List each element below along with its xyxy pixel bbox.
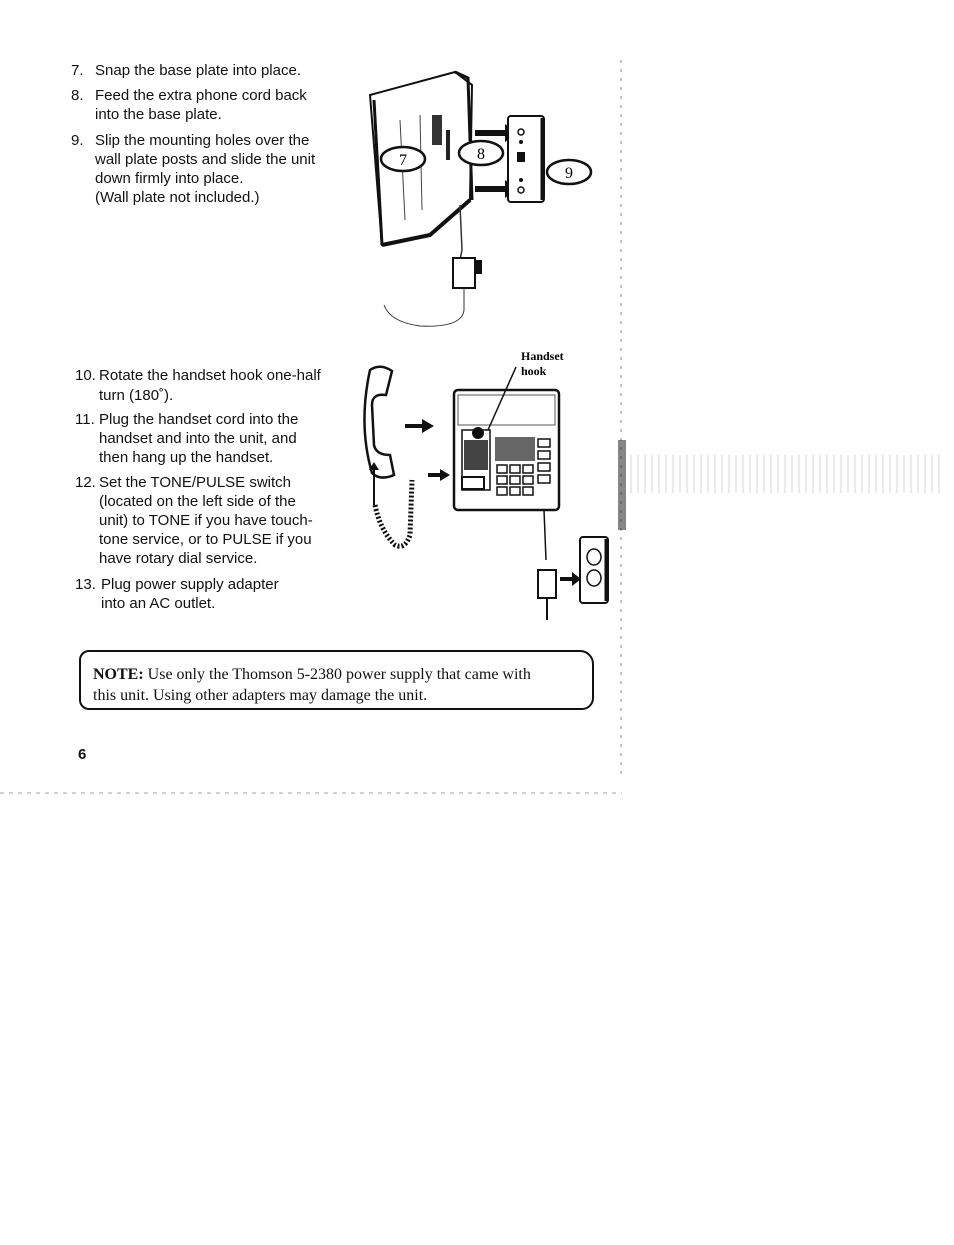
step-text: Set the TONE/PULSE switch xyxy=(99,474,292,491)
step-number: 13. xyxy=(75,576,96,593)
step-text: into an AC outlet. xyxy=(101,595,216,612)
note-box xyxy=(79,650,594,710)
note-line-1 xyxy=(93,664,580,685)
callout-8: 8 xyxy=(477,146,485,163)
step-number: 12. xyxy=(75,474,96,491)
handset-hook-label-2: hook xyxy=(521,364,547,378)
step-text: down firmly into place. xyxy=(95,170,244,187)
step-text: Feed the extra phone cord back xyxy=(95,87,307,104)
desk-setup-illustration xyxy=(350,345,615,625)
step-text: Rotate the handset hook one-half xyxy=(99,367,321,384)
step-text: Snap the base plate into place. xyxy=(95,62,301,79)
step-number: 8. xyxy=(71,87,84,104)
step-text: Plug the handset cord into the xyxy=(99,411,299,428)
step-text: have rotary dial service. xyxy=(99,550,258,567)
scan-artifact xyxy=(620,60,622,780)
step-number: 9. xyxy=(71,132,84,149)
note-text-1: Use only the Thomson 5-2380 power supply that came with xyxy=(143,666,531,683)
callout-7: 7 xyxy=(399,152,407,169)
step-number: 11. xyxy=(75,411,95,428)
scan-artifact xyxy=(618,440,626,530)
step-text: Plug power supply adapter xyxy=(101,576,279,593)
step-text: (Wall plate not included.) xyxy=(95,189,260,206)
step-number: 10. xyxy=(75,367,96,384)
step-text: turn (180˚). xyxy=(99,387,174,404)
step-text: (located on the left side of the xyxy=(99,493,296,510)
wall-mount-illustration xyxy=(360,60,600,335)
step-text: wall plate posts and slide the unit xyxy=(95,151,316,168)
callout-9: 9 xyxy=(565,165,573,182)
note-label: NOTE: xyxy=(93,666,144,683)
step-text: tone service, or to PULSE if you xyxy=(99,531,312,548)
handset-hook-label: Handset xyxy=(521,349,564,363)
scan-artifact xyxy=(0,792,622,794)
page-number: 6 xyxy=(78,746,87,763)
step-number: 7. xyxy=(71,62,84,79)
step-text: handset and into the unit, and xyxy=(99,430,297,447)
note-text-2: this unit. Using other adapters may damage the unit. xyxy=(93,687,428,704)
step-text: into the base plate. xyxy=(95,106,222,123)
step-text: unit) to TONE if you have touch- xyxy=(99,512,313,529)
scan-artifact xyxy=(630,455,940,493)
step-text: then hang up the handset. xyxy=(99,449,274,466)
step-text: Slip the mounting holes over the xyxy=(95,132,310,149)
